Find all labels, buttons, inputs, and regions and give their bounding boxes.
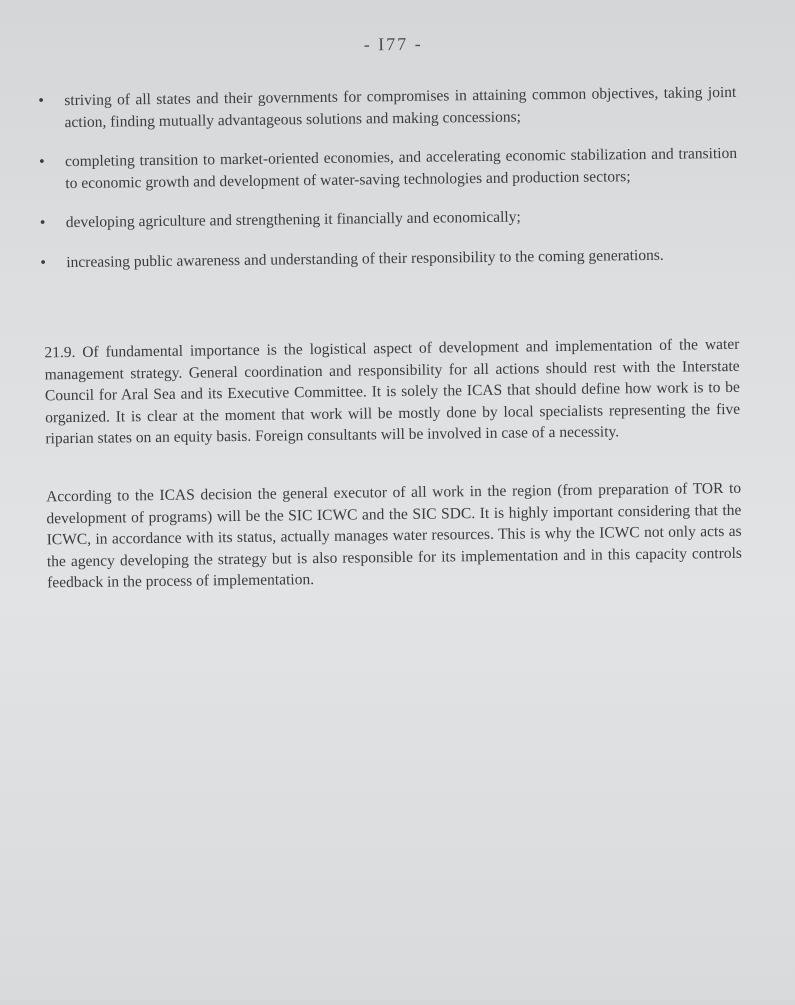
bullet-text: developing agriculture and strengthening it financially and economically; <box>65 208 521 232</box>
bullet-item <box>36 82 736 134</box>
bullet-text: completing transition to market-oriented economies, and accelerating economic stabilization and transition to economic growth and development of water-saving technologies and production sectors; <box>64 144 738 192</box>
paragraph-21-9: 21.9. Of fundamental importance is the logistical aspect of development and implementation of the water management strategy. General coordination and responsibility for all actions should rest with the Interstate Council for Aral Sea and its Executive Committee. It is solely the ICAS that should define how work is to be organized. It is clear at the moment that work will be mostly done by local specialists representing the five riparian states on an equity basis. Foreign consultants will be involved in case of a necessity. <box>44 335 741 448</box>
bullet-item <box>38 243 738 273</box>
paragraph-icas-decision: According to the ICAS decision the general executor of all work in the region (from preparation of TOR to development of programs) will be the SIC ICWC and the SIC SDC. It is highly important considering that the ICWC, in accordance with its status, actually manages water resources. This is why the ICWC not only acts as the agency developing the strategy but is also responsible for its implementation and in this capacity controls feedback in the process of implementation. <box>46 479 742 592</box>
bullet-dot-icon: • <box>39 214 46 232</box>
bullet-text: striving of all states and their governments for compromises in attaining common objectives, taking joint action, finding mutually advantageous solutions and making concessions; <box>64 83 737 131</box>
bullet-dot-icon: • <box>40 253 47 271</box>
page-number: - I77 - <box>363 33 423 55</box>
bullet-item <box>38 204 738 234</box>
bullet-item <box>37 143 737 195</box>
bullet-dot-icon: • <box>38 153 45 171</box>
bullet-text: increasing public awareness and understanding of their responsibility to the coming generations. <box>66 246 664 271</box>
bullet-dot-icon: • <box>38 92 45 110</box>
bullet-list <box>36 82 738 292</box>
